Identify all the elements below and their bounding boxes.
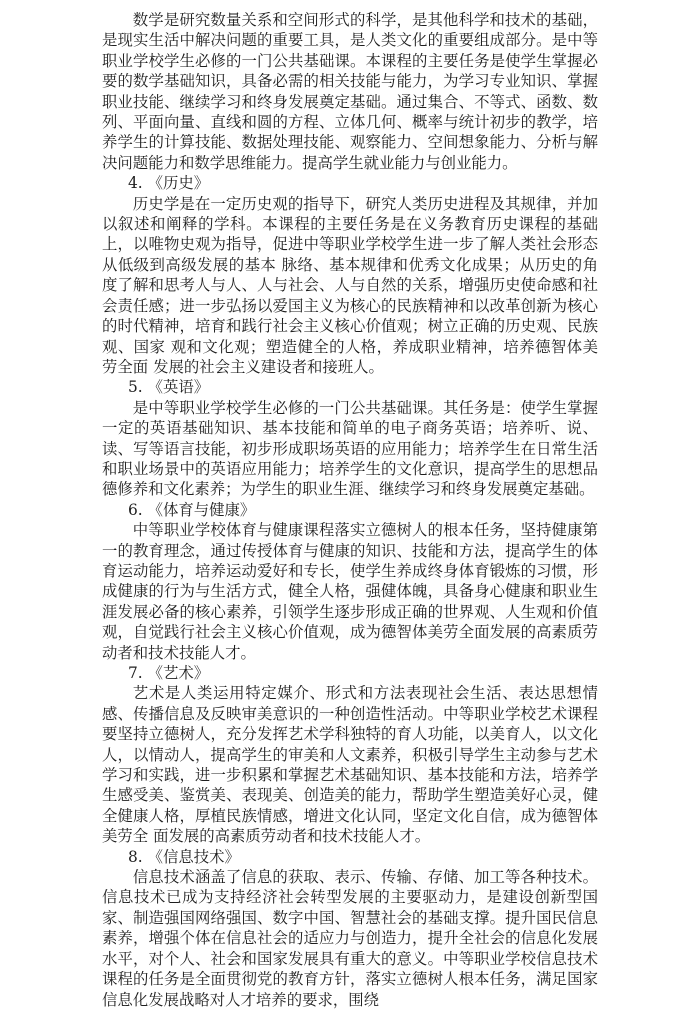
math-course-paragraph: 数学是研究数量关系和空间形式的科学，是其他科学和技术的基础，是现实生活中解决问题的重要工具，是人类文化的重要组成部分。是中等职业学校学生必修的一门公共基础课。本课程的主要任务是使学生掌握必要的数学基础知识，具备必需的相关技能与能力，为学习专业知识、掌握职业技能、继续学习和终身发展奠定基础。通过集合、不等式、函数、数列、平面向量、直线和圆的方程、立体几何、概率与统计初步的教学，培养学生的计算技能、数据处理技能、观察能力、空间想象能力、分析与解决问题能力和数学思维能力。提高学生就业能力与创业能力。 [102,11,598,172]
document-page [102,10,598,1010]
history-paragraph: 历史学是在一定历史观的指导下，研究人类历史进程及其规律，并加以叙述和阐释的学科。本课程的主要任务是在义务教育历史课程的基础上，以唯物史观为指导，促进中等职业学校学生进一步了解人类社会形态从低级到高级发展的基本 脉络、基本规律和优秀文化成果；从历史的角度了解和思考人与人、人与社会、人与自然的关系，增强历史使命感和社会责任感；进一步弘扬以爱国主义为核心的民族精神和以改革创新为核心的时代精神，培育和践行社会主义核心价值观；树立正确的历史观、民族观、国家 观和文化观；塑造健全的人格，养成职业精神，培养德智体美劳全面 发展的社会主义建设者和接班人。 [102,194,598,376]
pe-health-paragraph: 中等职业学校体育与健康课程落实立德树人的根本任务，坚持健康第一的教育理念，通过传授体育与健康的知识、技能和方法，提高学生的体育运动能力，培养运动爱好和专长，使学生养成终身体育锻炼的习惯，形成健康的行为与生活方式，健全人格，强健体魄，具备身心健康和职业生涯发展必备的核心素养，引领学生逐步形成正确的世界观、人生观和价值观，自觉践行社会主义核心价值观，成为德智体美劳全面发展的高素质劳动者和技术技能人才。 [102,521,598,662]
it-paragraph: 信息技术涵盖了信息的获取、表示、传输、存储、加工等各种技术。信息技术已成为支持经济社会转型发展的主要驱动力，是建设创新型国家、制造强国网络强国、数字中国、智慧社会的基础支撑。提升国民信息素养，增强个体在信息社会的适应力与创造力，提升全社会的信息化发展水平，对个人、社会和国家发展具有重大的意义。中等职业学校信息技术课程的任务是全面贯彻党的教育方针，落实立德树人根本任务，满足国家信息化发展战略对人才培养的要求，围绕 [102,868,598,1009]
english-paragraph: 是中等职业学校学生必修的一门公共基础课。其任务是：使学生掌握一定的英语基础知识、基本技能和简单的电子商务英语；培养听、说、读、写等语言技能，初步形成职场英语的应用能力；培养学生在日常生活和职业场景中的英语应用能力；培养学生的文化意识，提高学生的思想品德修养和文化素养；为学生的职业生涯、继续学习和终身发展奠定基础。 [102,398,598,499]
it-heading: 8. 《信息技术》 [128,847,240,866]
art-paragraph: 艺术是人类运用特定媒介、形式和方法表现社会生活、表达思想情感、传播信息及反映审美意识的一种创造性活动。中等职业学校艺术课程要坚持立德树人，充分发挥艺术学科独特的育人功能，以美育人，以文化人，以情动人，提高学生的审美和人文素养，积极引导学生主动参与艺术学习和实践，进一步积累和掌握艺术基础知识、基本技能和方法，培养学生感受美、鉴赏美、表现美、创造美的能力，帮助学生塑造美好心灵，健全健康人格，厚植民族情感，增进文化认同，坚定文化自信，成为德智体美劳全 面发展的高素质劳动者和技术技能人才。 [102,684,598,846]
history-heading: 4. 《历史》 [128,174,210,193]
art-heading: 7. 《艺术》 [128,664,210,682]
pe-health-heading: 6. 《体育与健康》 [128,500,256,519]
english-heading: 5. 《英语》 [128,378,210,397]
